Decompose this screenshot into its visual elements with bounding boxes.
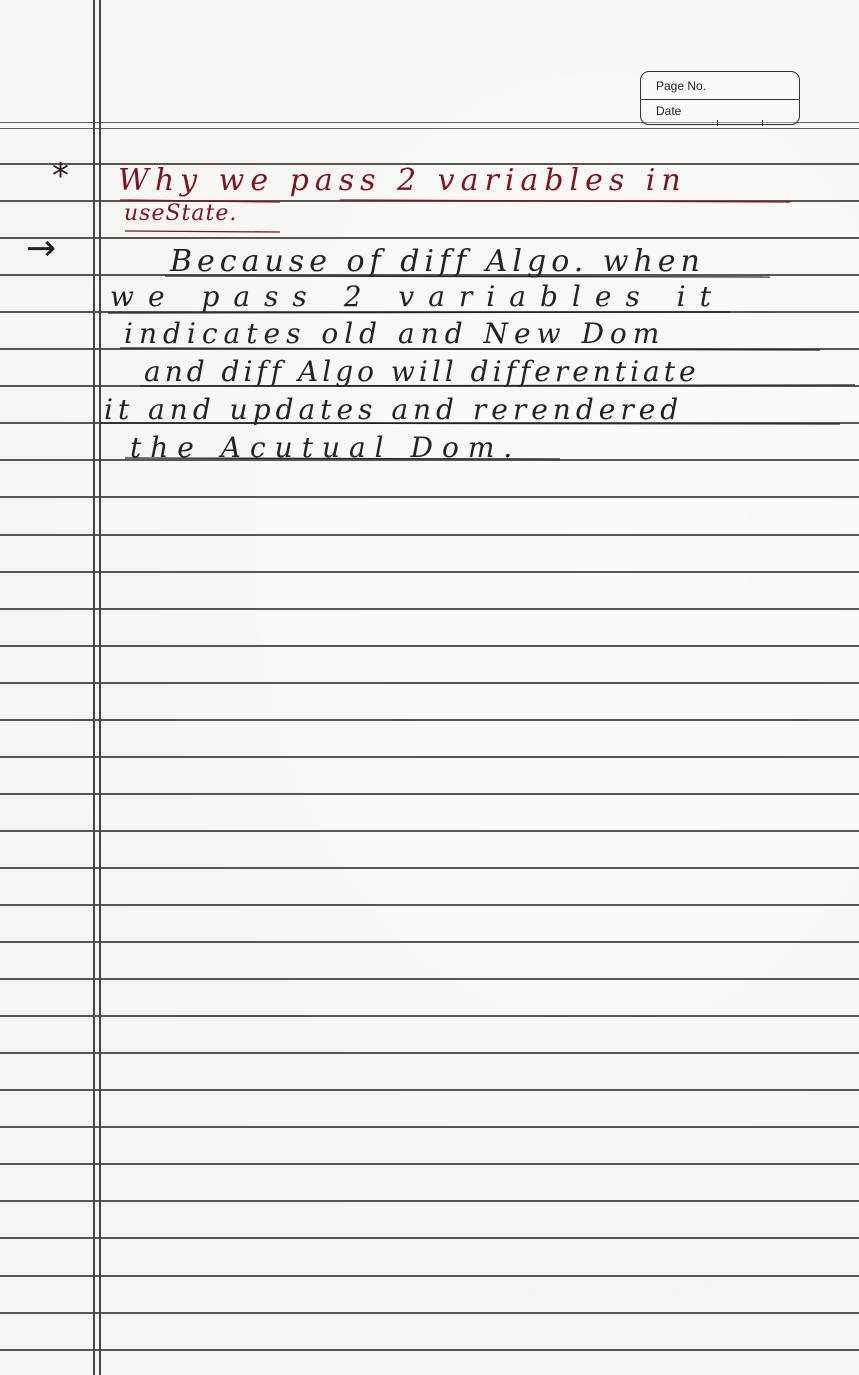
answer-underline bbox=[140, 385, 855, 386]
answer-line-4: and diff Algo will differentiate bbox=[144, 355, 700, 388]
answer-line-1: Because of diff Algo. when bbox=[170, 244, 705, 279]
star-mark: * bbox=[52, 156, 69, 196]
answer-underline bbox=[125, 458, 560, 459]
page-no-label: Page No. bbox=[656, 79, 707, 93]
answer-line-6: the Acutual Dom. bbox=[130, 431, 522, 464]
question-line-2: useState. bbox=[124, 201, 238, 226]
answer-underline bbox=[100, 423, 840, 424]
answer-line-5: it and updates and rerendered bbox=[104, 393, 684, 426]
date-label: Date bbox=[656, 104, 682, 118]
question-underline bbox=[340, 200, 790, 202]
question-underline bbox=[125, 231, 280, 232]
answer-line-3: indicates old and New Dom bbox=[124, 317, 666, 350]
question-underline bbox=[120, 200, 280, 202]
answer-underline bbox=[120, 348, 820, 350]
answer-underline bbox=[165, 276, 770, 277]
answer-line-2: we pass 2 variables it bbox=[110, 280, 725, 313]
arrow-mark: → bbox=[26, 228, 57, 269]
question-line-1: Why we pass 2 variables in bbox=[118, 163, 687, 198]
answer-underline bbox=[108, 312, 730, 313]
